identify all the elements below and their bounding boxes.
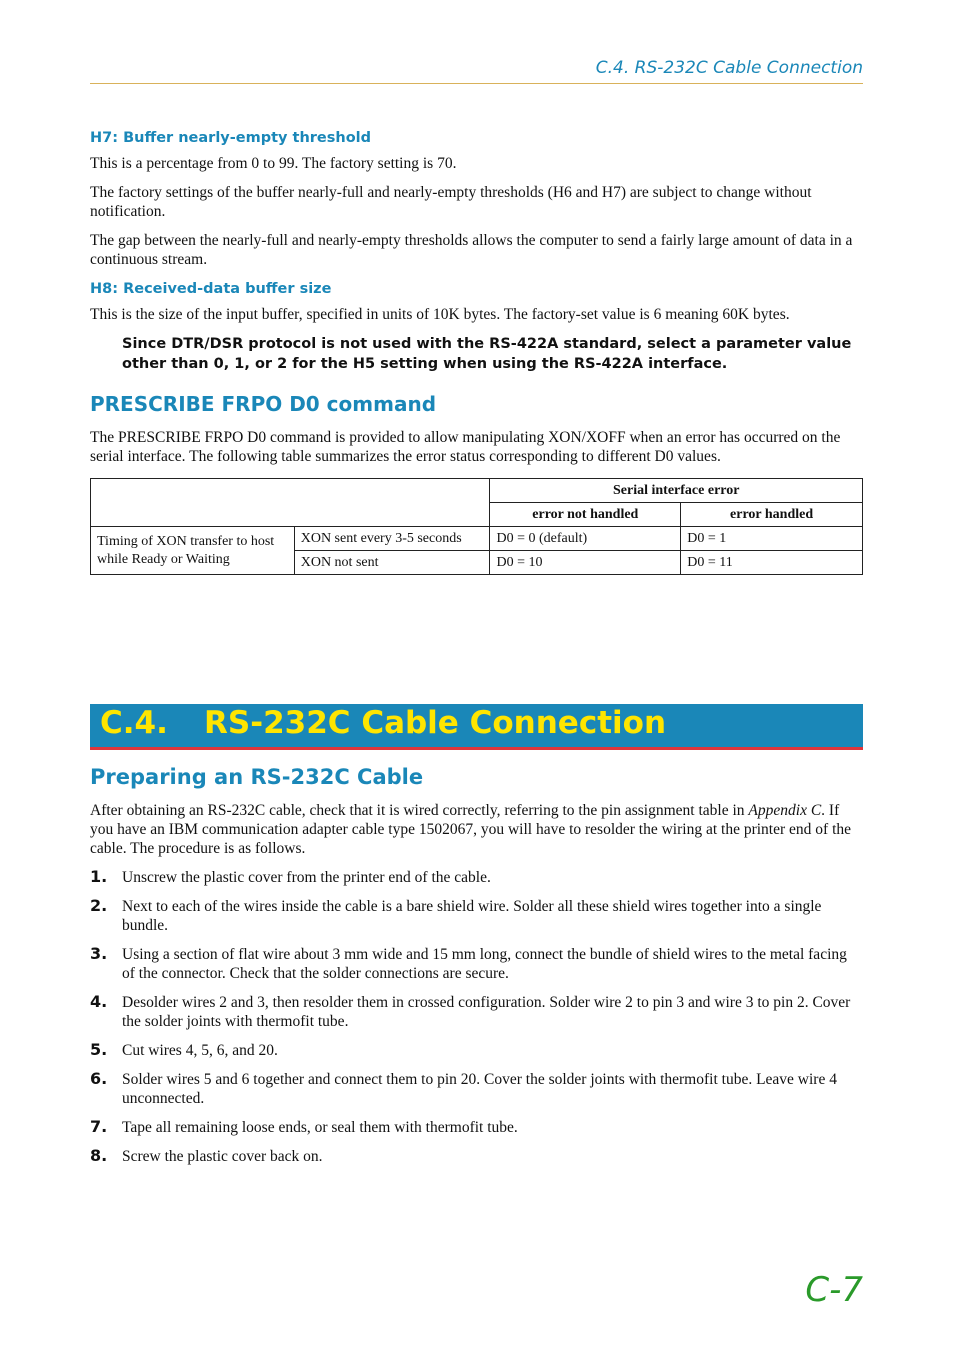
- prescribe-heading: PRESCRIBE FRPO D0 command: [90, 392, 437, 416]
- step-text: Using a section of flat wire about 3 mm wide and 15 mm long, connect the bundle of shield wires to the metal facing of the connector. Check that the solder connections are secure.: [122, 946, 847, 982]
- h7-heading: H7: Buffer nearly-empty threshold: [90, 130, 372, 146]
- step-number: 4.: [90, 992, 108, 1011]
- step-text: Unscrew the plastic cover from the printer end of the cable.: [122, 869, 491, 886]
- section-title-bar: [90, 704, 863, 750]
- h7-paragraph: The gap between the nearly-full and nearly-empty thresholds allows the computer to send a fairly large amount of data in a continuous stream.: [90, 232, 853, 268]
- table-header-row: [91, 479, 863, 503]
- h8-paragraph: This is the size of the input buffer, specified in units of 10K bytes. The factory-set value is 6 meaning 60K bytes.: [90, 306, 790, 323]
- condition-cell: XON sent every 3-5 seconds: [294, 527, 490, 551]
- value-cell: D0 = 1: [681, 527, 863, 551]
- section-title: RS-232C Cable Connection: [204, 705, 667, 741]
- step-number: 6.: [90, 1069, 108, 1088]
- d0-values-table: [90, 478, 863, 575]
- list-item: [90, 868, 863, 887]
- step-text: Tape all remaining loose ends, or seal them with thermofit tube.: [122, 1119, 518, 1136]
- h7-paragraph: The factory settings of the buffer nearly-full and nearly-empty thresholds (H6 and H7) are subject to change without notification.: [90, 184, 812, 220]
- step-text: Cut wires 4, 5, 6, and 20.: [122, 1042, 278, 1059]
- appendix-reference: Appendix C: [748, 802, 822, 819]
- preparing-intro: [90, 801, 863, 858]
- step-text: Screw the plastic cover back on.: [122, 1148, 323, 1165]
- prescribe-paragraph: The PRESCRIBE FRPO D0 command is provided to allow manipulating XON/XOFF when an error has occurred on the serial interface. The following table summarizes the error status corresponding to different D0 values.: [90, 429, 841, 465]
- upper-content: [90, 130, 863, 575]
- rs422a-note: Since DTR/DSR protocol is not used with the RS-422A standard, select a parameter value other than 0, 1, or 2 for the H5 setting when using the RS-422A interface.: [122, 336, 852, 372]
- h8-heading: H8: Received-data buffer size: [90, 281, 332, 297]
- running-head: C.4. RS-232C Cable Connection: [595, 58, 863, 78]
- page-number: C-7: [805, 1270, 863, 1310]
- value-cell: D0 = 10: [490, 551, 681, 575]
- list-item: [90, 945, 863, 983]
- step-text: Solder wires 5 and 6 together and connect them to pin 20. Cover the solder joints with thermofit tube. Leave wire 4 unconnected.: [122, 1071, 837, 1107]
- step-number: 3.: [90, 944, 108, 963]
- section-number: C.4.: [100, 705, 168, 741]
- value-cell: D0 = 0 (default): [490, 527, 681, 551]
- intro-text: After obtaining an RS-232C cable, check that it is wired correctly, referring to the pin assignment table in: [90, 802, 749, 819]
- step-number: 1.: [90, 867, 108, 886]
- header-rule: [90, 83, 863, 84]
- step-number: 2.: [90, 896, 108, 915]
- value-cell: D0 = 11: [681, 551, 863, 575]
- step-number: 5.: [90, 1040, 108, 1059]
- list-item: [90, 1041, 863, 1060]
- condition-cell: XON not sent: [294, 551, 490, 575]
- table-corner-cell: [91, 479, 490, 527]
- step-number: 7.: [90, 1117, 108, 1136]
- list-item: [90, 1118, 863, 1137]
- list-item: [90, 897, 863, 935]
- intro-text: . If you have an IBM communication adapter cable type 1502067, you will have to resolder the wiring at the printer end of the cable. The procedure is as follows.: [90, 802, 851, 857]
- list-item: [90, 993, 863, 1031]
- col-handled-header: error handled: [681, 503, 863, 527]
- lower-content: [90, 765, 863, 1176]
- procedure-steps: [90, 868, 863, 1166]
- row-label-cell: Timing of XON transfer to host while Ready or Waiting: [91, 527, 295, 575]
- step-number: 8.: [90, 1146, 108, 1165]
- h7-paragraph: This is a percentage from 0 to 99. The factory setting is 70.: [90, 155, 457, 172]
- preparing-heading: Preparing an RS-232C Cable: [90, 765, 424, 789]
- list-item: [90, 1070, 863, 1108]
- step-text: Next to each of the wires inside the cable is a bare shield wire. Solder all these shield wires together into a single bundle.: [122, 898, 822, 934]
- serial-error-header: Serial interface error: [490, 479, 863, 503]
- table-row: [91, 527, 863, 551]
- step-text: Desolder wires 2 and 3, then resolder them in crossed configuration. Solder wire 2 to pin 3 and wire 3 to pin 2. Cover the solder joints with thermofit tube.: [122, 994, 851, 1030]
- list-item: [90, 1147, 863, 1166]
- col-not-handled-header: error not handled: [490, 503, 681, 527]
